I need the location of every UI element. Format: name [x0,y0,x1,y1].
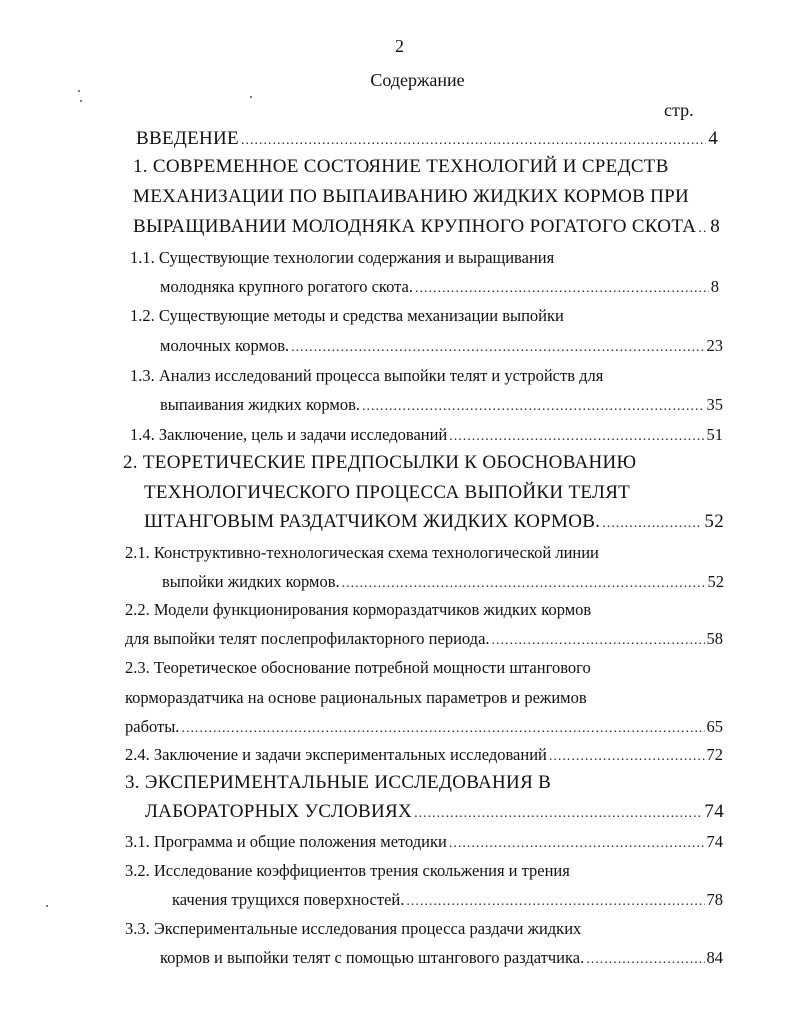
dot-leader [241,133,706,149]
toc-entry-page: 23 [706,336,723,355]
toc-section-1-2-line-1: 1.2. Существующие методы и средства механизации выпойки [130,306,564,325]
toc-entry-page: 35 [706,395,723,414]
toc-section-2-2-line-2 [125,629,723,649]
dot-leader [698,221,708,237]
toc-entry-label: ШТАНГОВЫМ РАЗДАТЧИКОМ ЖИДКИХ КОРМОВ. [144,511,601,532]
toc-entry-page: 84 [706,948,723,967]
toc-chapter-2-line-2: ТЕХНОЛОГИЧЕСКОГО ПРОЦЕССА ВЫПОЙКИ ТЕЛЯТ [144,482,631,503]
toc-chapter-1-line-1: 1. СОВРЕМЕННОЕ СОСТОЯНИЕ ТЕХНОЛОГИЙ И СРЕДСТВ [133,156,669,177]
toc-entry-label: 2.4. Заключение и задачи экспериментальных исследований [125,745,547,764]
scan-speck [78,90,80,92]
toc-section-3-2-line-1: 3.2. Исследование коэффициентов трения скольжения и трения [125,861,570,880]
dot-leader [415,281,709,297]
dot-leader [181,721,704,737]
toc-section-3-3-line-1: 3.3. Экспериментальные исследования процесса раздачи жидких [125,919,582,938]
dot-leader [342,576,706,592]
toc-entry-page: 58 [706,629,723,648]
dot-leader [549,749,705,765]
toc-section-2-3-line-3 [125,717,723,737]
toc-section-3-3-line-2 [160,948,723,968]
toc-section-2-1-line-2 [162,572,724,592]
toc-section-2-1-line-1: 2.1. Конструктивно-технологическая схема технологической линии [125,543,599,562]
toc-section-2-3-line-1: 2.3. Теоретическое обоснование потребной мощности штангового [125,658,591,677]
dot-leader [414,806,702,822]
toc-section-3-1 [125,832,723,852]
toc-section-2-3-line-2: кормораздатчика на основе рациональных параметров и режимов [125,688,587,707]
toc-section-1-1-line-1: 1.1. Существующие технологии содержания и выращивания [130,248,555,267]
toc-entry-label: для выпойки телят послепрофилакторного периода. [125,629,490,648]
toc-entry-page: 51 [706,425,723,444]
dot-leader [449,836,705,852]
toc-chapter-2-line-3 [144,511,724,533]
toc-section-2-4 [125,745,723,765]
toc-section-1-2-line-2 [160,336,723,356]
dot-leader [362,399,704,415]
toc-entry-page: 72 [706,745,723,764]
scan-speck [46,905,48,907]
scan-speck [250,96,252,98]
toc-entry-page: 8 [710,277,719,296]
toc-section-1-1-line-2 [160,277,719,297]
toc-section-1-3-line-1: 1.3. Анализ исследований процесса выпойки телят и устройств для [130,366,604,385]
toc-entry-label: качения трущихся поверхностей. [172,890,405,909]
toc-chapter-2-line-1: 2. ТЕОРЕТИЧЕСКИЕ ПРЕДПОСЫЛКИ К ОБОСНОВАНИЮ [123,452,637,473]
toc-entry-label: работы. [125,717,180,736]
toc-section-3-2-line-2 [172,890,723,910]
toc-chapter-3-line-1: 3. ЭКСПЕРИМЕНТАЛЬНЫЕ ИССЛЕДОВАНИЯ В [125,772,552,793]
toc-entry-label: ЛАБОРАТОРНЫХ УСЛОВИЯХ [145,801,413,822]
dot-leader [406,894,704,910]
toc-entry-label: ВВЕДЕНИЕ [136,128,239,149]
toc-chapter-3-line-2 [145,801,724,823]
dot-leader [492,633,705,649]
toc-entry-page: 52 [704,511,724,532]
toc-entry-label: молочных кормов. [160,336,290,355]
toc-entry-page: 78 [706,890,723,909]
toc-entry-page: 74 [706,832,723,851]
toc-entry-label: 1.4. Заключение, цель и задачи исследований [130,425,448,444]
toc-entry-label: 3.1. Программа и общие положения методики [125,832,447,851]
page-number: 2 [395,36,404,56]
page-title: Содержание [370,70,465,90]
dot-leader [291,340,704,356]
toc-entry-page: 4 [708,128,718,149]
toc-section-1-3-line-2 [160,395,723,415]
toc-section-2-2-line-1: 2.2. Модели функционирования кормораздатчиков жидких кормов [125,600,592,619]
toc-chapter-1-line-3 [133,216,720,238]
toc-entry-page: 52 [707,572,724,591]
dot-leader [586,952,704,968]
dot-leader [602,516,702,532]
scan-speck [80,100,82,102]
toc-section-1-4 [130,425,723,445]
toc-entry-label: ВЫРАЩИВАНИИ МОЛОДНЯКА КРУПНОГО РОГАТОГО СКОТА [133,216,697,237]
dot-leader [449,429,704,445]
page-column-label: стр. [664,100,694,120]
toc-entry-label: молодняка крупного рогатого скота. [160,277,413,296]
toc-entry-label: выпойки жидких кормов. [162,572,340,591]
toc-entry-page: 8 [710,216,720,237]
toc-entry-page: 65 [706,717,723,736]
toc-entry-introduction [136,128,718,150]
toc-entry-page: 74 [704,801,724,822]
toc-entry-label: выпаивания жидких кормов. [160,395,361,414]
toc-chapter-1-line-2: МЕХАНИЗАЦИИ ПО ВЫПАИВАНИЮ ЖИДКИХ КОРМОВ ПРИ [133,186,690,207]
toc-entry-label: кормов и выпойки телят с помощью штангового раздатчика. [160,948,585,967]
